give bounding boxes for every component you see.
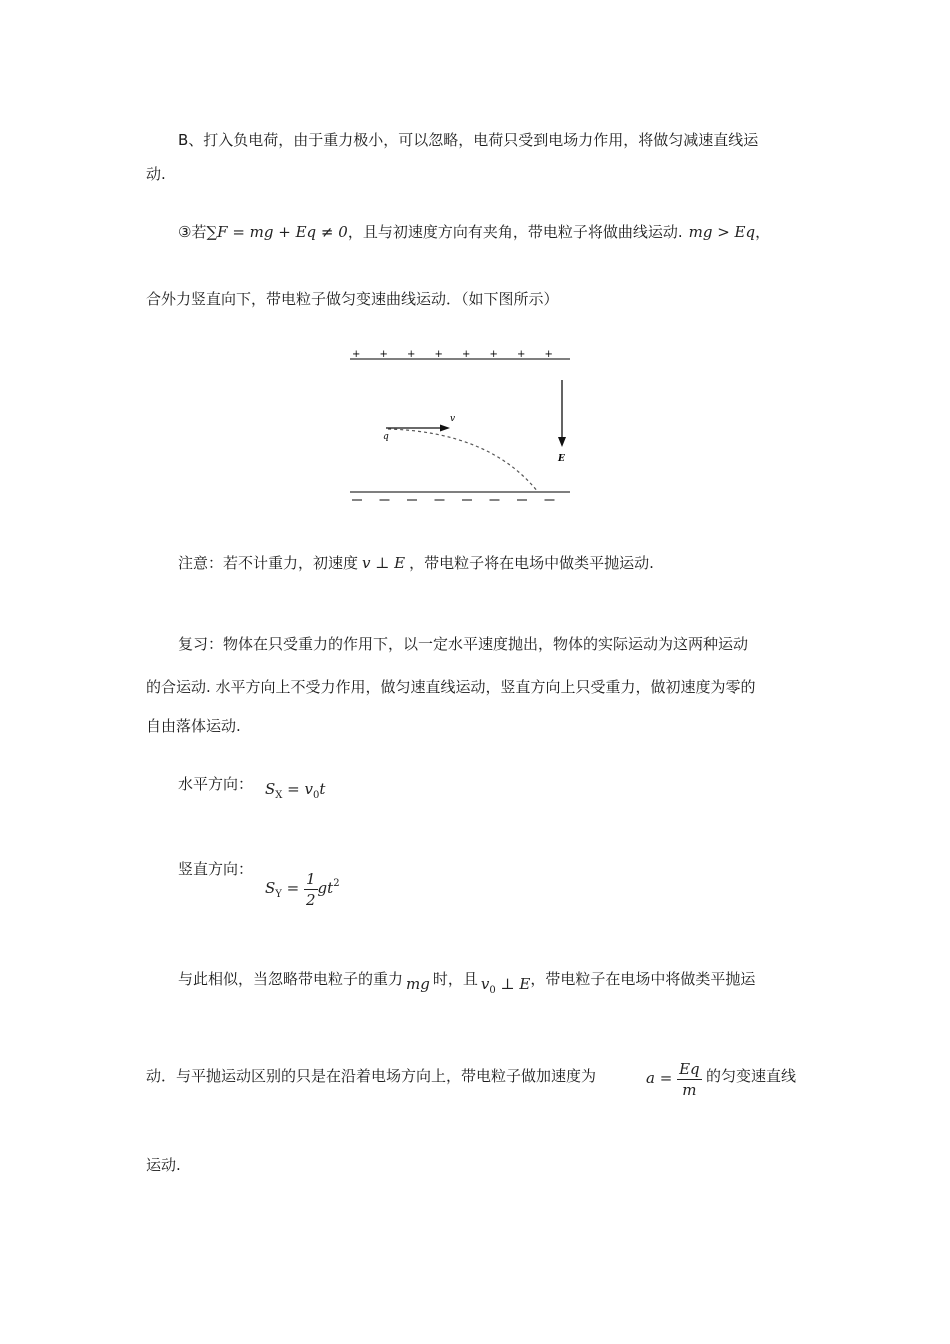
para2-middle: ，且与初速度方向有夹角，带电粒子将做曲线运动. — [347, 223, 683, 241]
half-fraction — [304, 870, 318, 909]
label-q: q — [383, 432, 389, 442]
similar-suffix: ，带电粒子在电场中将做类平抛运 — [530, 970, 756, 988]
plus-sign: + — [407, 349, 416, 360]
review-line3: 自由落体运动. — [146, 717, 241, 735]
perp-e: ⊥ E — [495, 975, 531, 993]
t-superscript: 2 — [333, 878, 340, 889]
plus-sign: + — [517, 349, 526, 360]
para2-suffix: ， — [755, 223, 771, 241]
fraction-denominator: m — [682, 1080, 697, 1099]
field-arrowhead — [558, 437, 566, 447]
similar-line — [178, 969, 755, 996]
v-perp-e-formula: v ⊥ E — [362, 554, 406, 572]
last-line: 运动. — [146, 1156, 181, 1174]
fraction-numerator: Eq — [679, 1059, 700, 1078]
a-equals: a = — [646, 1069, 678, 1087]
para2-line2: 合外力竖直向下，带电粒子做匀变速曲线运动．（如下图所示） — [146, 290, 559, 308]
mg-symbol: mg — [406, 975, 430, 993]
mg-gt-eq-formula: mg > Eq — [688, 223, 756, 241]
plus-sign: + — [379, 349, 388, 360]
para1-line1: B、打入负电荷，由于重力极小，可以忽略，电荷只受到电场力作用，将做匀减速直线运 — [178, 131, 759, 149]
similar-middle: 时，且 — [432, 970, 478, 988]
label-E: E — [558, 454, 565, 464]
t-symbol: t — [319, 780, 326, 798]
trajectory-curve — [388, 429, 538, 492]
plus-sign: + — [544, 349, 553, 360]
plus-sign: + — [462, 349, 471, 360]
accel-suffix: 的匀变速直线 — [706, 1067, 797, 1085]
horizontal-label: 水平方向： — [178, 775, 254, 793]
eq-over-m-fraction — [677, 1060, 702, 1099]
fraction-denominator: 2 — [306, 890, 316, 909]
positive-charges — [352, 349, 553, 360]
review-line1: 复习：物体在只受重力的作用下，以一定水平速度抛出，物体的实际运动为这两种运动 — [178, 635, 749, 653]
accel-line — [146, 1066, 596, 1086]
para1-line2: 动. — [146, 165, 166, 183]
s-symbol: S — [265, 780, 276, 798]
equals-sign: = — [281, 879, 304, 897]
s-symbol: S — [265, 879, 276, 897]
fraction-numerator: 1 — [306, 869, 316, 888]
sum-force-formula: ∑F = mg + Eq ≠ 0 — [206, 223, 348, 241]
equals-v: = v — [282, 780, 313, 798]
vertical-label: 竖直方向： — [178, 860, 254, 878]
v-subscript: 0 — [489, 985, 496, 996]
s-subscript: X — [275, 790, 283, 801]
para2-line1 — [178, 222, 770, 242]
accel-formula — [646, 1058, 702, 1099]
s-subscript: Y — [275, 889, 282, 900]
para2-prefix: ③若 — [178, 223, 207, 241]
plus-sign: + — [489, 349, 498, 360]
similar-prefix: 与此相似，当忽略带电粒子的重力 — [178, 970, 404, 988]
note-suffix: ，带电粒子将在电场中做类平抛运动. — [409, 554, 654, 572]
note-prefix: 注意：若不计重力，初速度 — [178, 554, 359, 572]
plus-sign: + — [434, 349, 443, 360]
label-v: v — [450, 414, 456, 424]
v-symbol: v — [480, 975, 490, 993]
review-line2: 的合运动. 水平方向上不受力作用，做匀速直线运动，竖直方向上只受重力，做初速度为零的 — [146, 678, 756, 696]
horizontal-formula — [265, 779, 325, 806]
vertical-formula — [265, 864, 340, 915]
accel-prefix: 动．与平抛运动区别的只是在沿着电场方向上，带电粒子做加速度为 — [146, 1067, 597, 1085]
field-diagram — [340, 340, 580, 510]
plus-sign: + — [352, 349, 361, 360]
v-subscript: 0 — [313, 790, 320, 801]
gt-symbol: gt — [317, 879, 334, 897]
note-line — [178, 553, 654, 573]
velocity-arrowhead — [440, 425, 450, 432]
